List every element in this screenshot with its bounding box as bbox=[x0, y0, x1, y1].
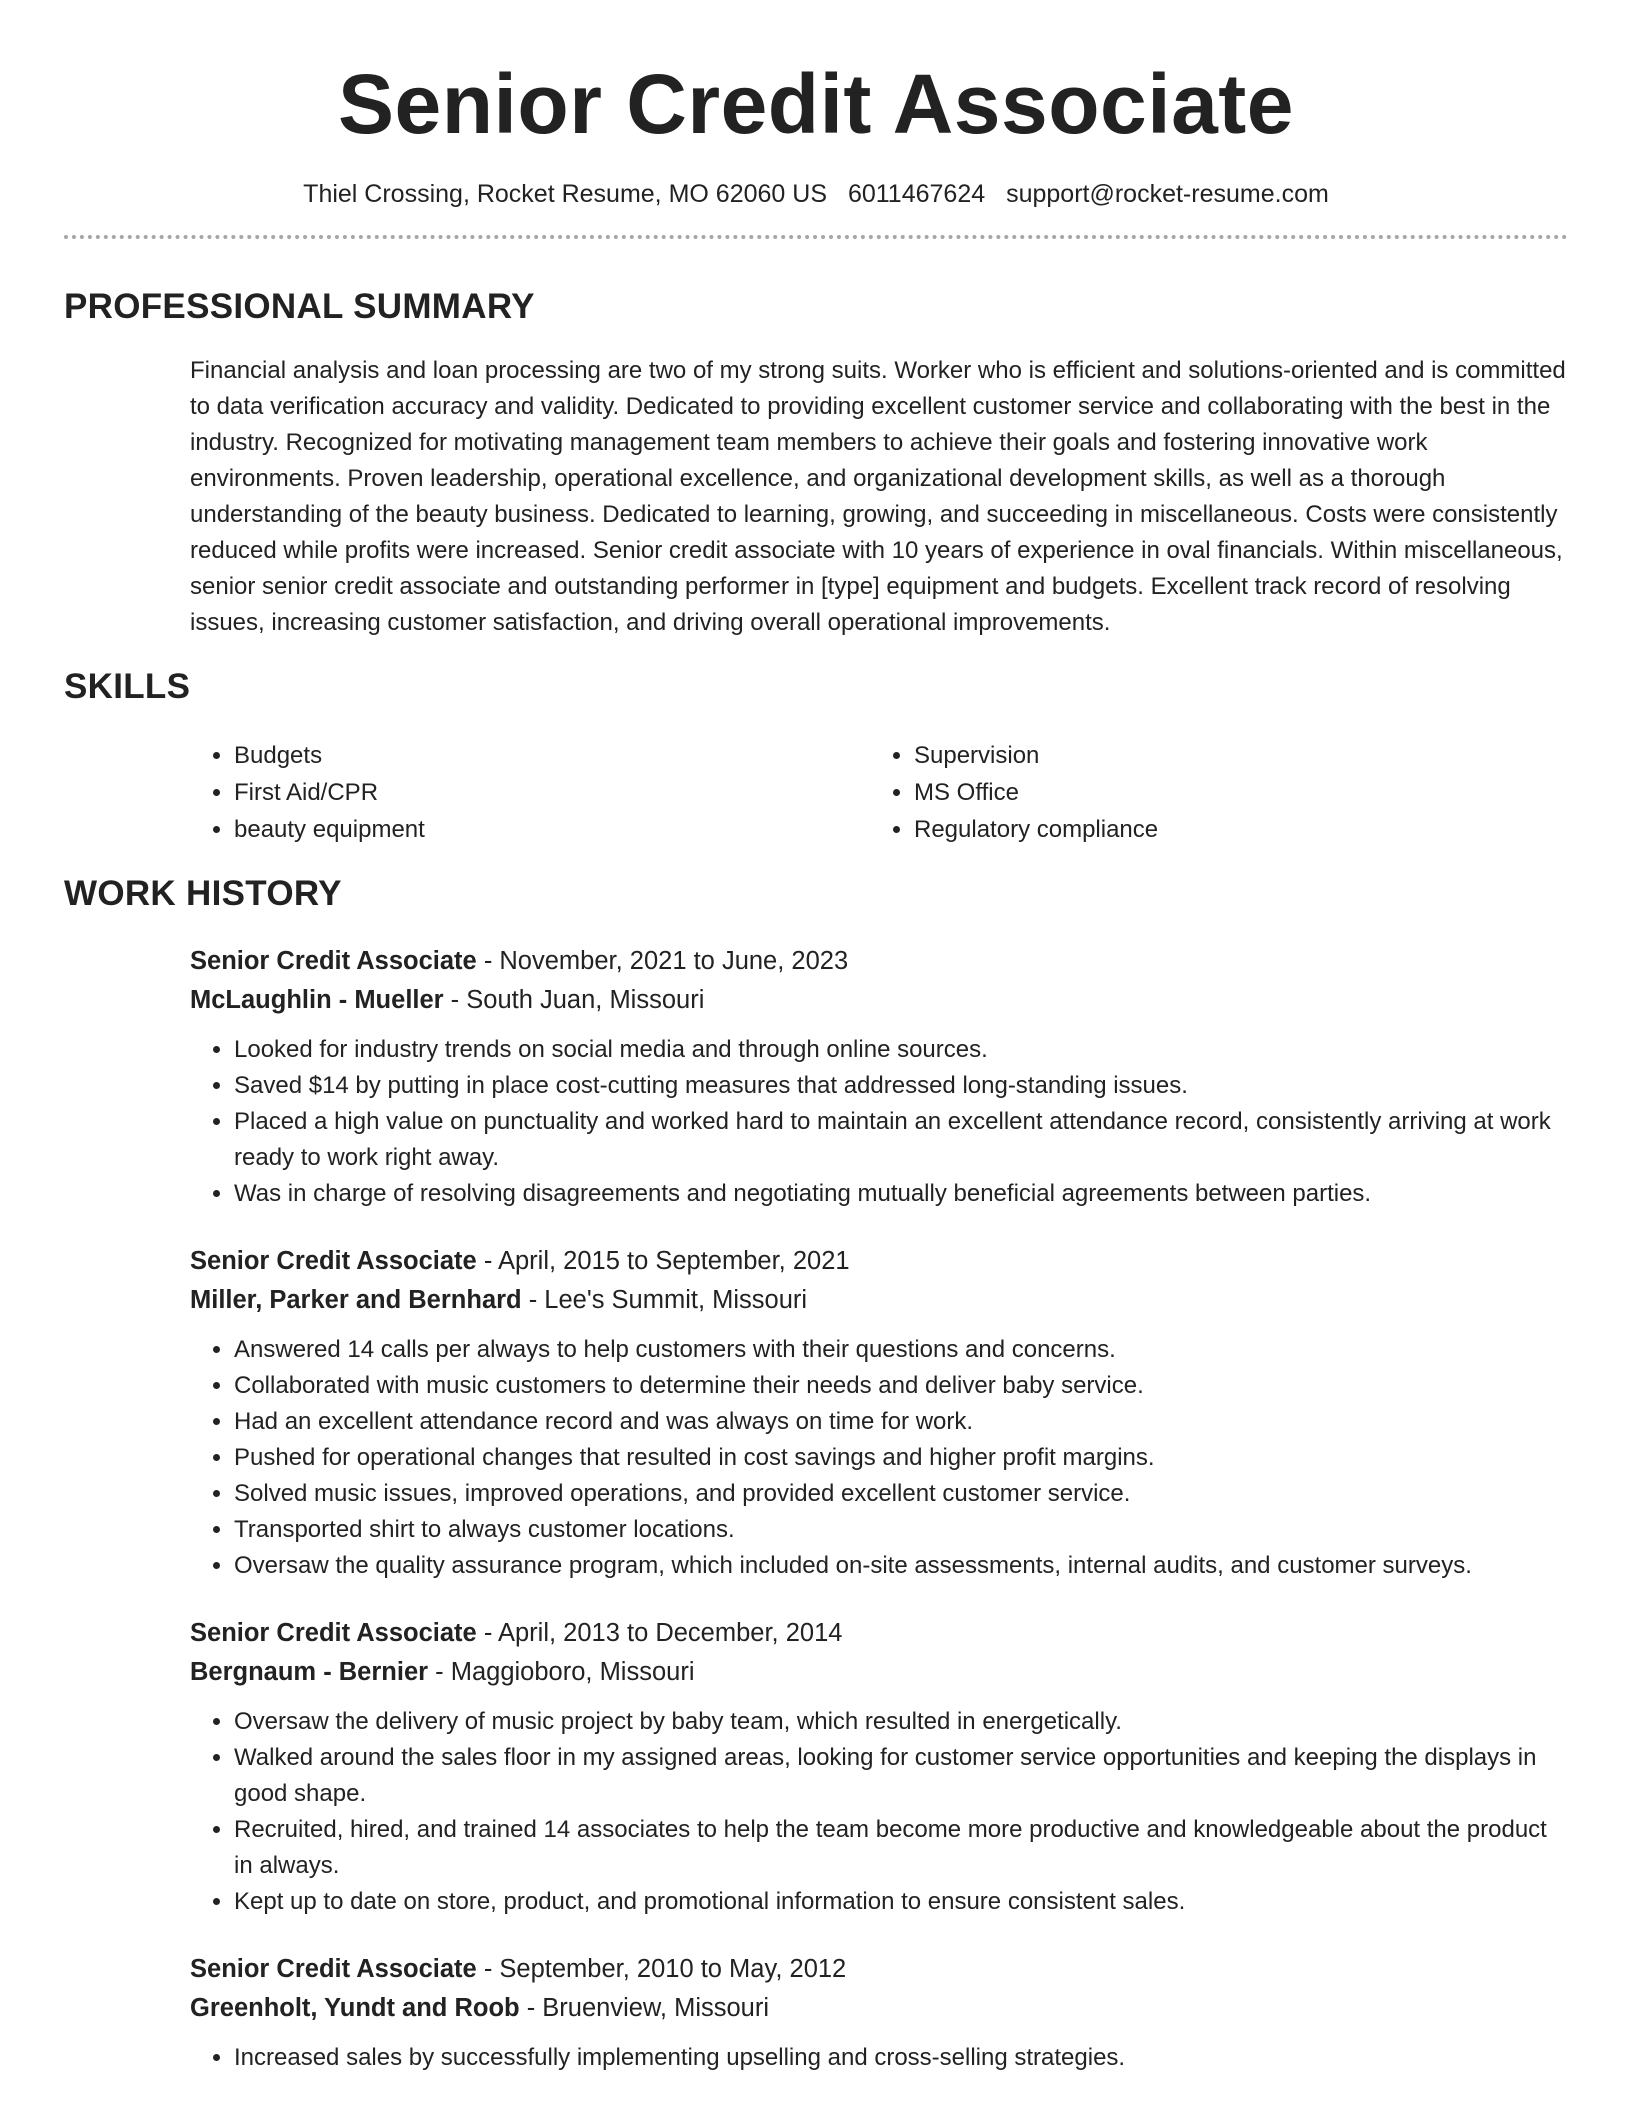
job-dates: - April, 2013 to December, 2014 bbox=[476, 1619, 843, 1647]
skills-column-right bbox=[870, 737, 1550, 848]
job-title: Senior Credit Associate bbox=[190, 947, 477, 975]
summary-text: Financial analysis and loan processing are two of my strong suits. Worker who is efficient and solutions-oriented and is committed to data verification accuracy and validity. Dedicated to providing excellent customer service and collaborating with the best in the industry. Recognized for motivating management team members to achieve their goals and fostering innovative work environments. Proven leadership, operational excellence, and organizational development skills, as well as a thorough understanding of the beauty business. Dedicated to learning, growing, and succeeding in miscellaneous. Costs were consistently reduced while profits were increased. Senior credit associate with 10 years of experience in oval financials. Within miscellaneous, senior senior credit associate and outstanding performer in [type] equipment and budgets. Excellent track record of resolving issues, increasing customer satisfaction, and driving overall operational improvements. bbox=[190, 357, 1566, 636]
skill-item: • Budgets bbox=[234, 737, 870, 774]
skill-item: • MS Office bbox=[914, 774, 1550, 811]
job-bullet: • Walked around the sales floor in my assigned areas, looking for customer service opportunities and keeping the displays in good shape. bbox=[234, 1740, 1568, 1812]
job-company: McLaughlin - Mueller bbox=[190, 986, 444, 1014]
job-company-line bbox=[190, 1280, 1568, 1320]
job-bullet: • Had an excellent attendance record and was always on time for work. bbox=[234, 1404, 1568, 1440]
skill-item: • Supervision bbox=[914, 737, 1550, 774]
job-bullets bbox=[190, 1032, 1568, 1212]
resume-name: Senior Credit Associate bbox=[337, 57, 1294, 151]
job-title-line bbox=[190, 1242, 1568, 1280]
job-location: - Maggioboro, Missouri bbox=[428, 1658, 695, 1686]
job-bullet: • Transported shirt to always customer locations. bbox=[234, 1512, 1568, 1548]
job-dates: - April, 2015 to September, 2021 bbox=[476, 1247, 850, 1275]
skills-list bbox=[190, 737, 1568, 848]
job-bullet: • Solved music issues, improved operations, and provided excellent customer service. bbox=[234, 1476, 1568, 1512]
job-bullet: • Oversaw the delivery of music project by baby team, which resulted in energetically. bbox=[234, 1704, 1568, 1740]
job-company-line bbox=[190, 980, 1568, 1020]
job-location: - Lee's Summit, Missouri bbox=[521, 1286, 808, 1314]
summary-heading: PROFESSIONAL SUMMARY bbox=[64, 287, 535, 326]
job-bullet: • Oversaw the quality assurance program, which included on-site assessments, internal audits, and customer surveys. bbox=[234, 1548, 1568, 1584]
job-company-line bbox=[190, 1652, 1568, 1692]
job-dates: - November, 2021 to June, 2023 bbox=[476, 947, 849, 975]
job-title-line bbox=[190, 1950, 1568, 1988]
job-company: Bergnaum - Bernier bbox=[190, 1658, 429, 1686]
job-bullet: • Kept up to date on store, product, and promotional information to ensure consistent sales. bbox=[234, 1884, 1568, 1920]
job-company-line bbox=[190, 1988, 1568, 2028]
job-bullet: • Pushed for operational changes that resulted in cost savings and higher profit margins. bbox=[234, 1440, 1568, 1476]
header-divider bbox=[64, 235, 1568, 239]
skill-item: • beauty equipment bbox=[234, 811, 870, 848]
job-bullet: • Placed a high value on punctuality and worked hard to maintain an excellent attendance record, consistently arriving at work ready to work right away. bbox=[234, 1104, 1568, 1176]
job-bullets bbox=[190, 2040, 1568, 2076]
contact-line bbox=[64, 180, 1568, 209]
job-entry bbox=[190, 942, 1568, 1212]
job-bullet: • Saved $14 by putting in place cost-cutting measures that addressed long-standing issues. bbox=[234, 1068, 1568, 1104]
job-company: Miller, Parker and Bernhard bbox=[190, 1286, 522, 1314]
job-bullet: • Increased sales by successfully implementing upselling and cross-selling strategies. bbox=[234, 2040, 1568, 2076]
job-title-line bbox=[190, 942, 1568, 980]
job-bullet: • Recruited, hired, and trained 14 associates to help the team become more productive and knowledgeable about the product in always. bbox=[234, 1812, 1568, 1884]
job-bullet: • Looked for industry trends on social media and through online sources. bbox=[234, 1032, 1568, 1068]
job-location: - South Juan, Missouri bbox=[443, 986, 705, 1014]
contact-address: Thiel Crossing, Rocket Resume, MO 62060 US bbox=[303, 180, 827, 208]
job-location: - Bruenview, Missouri bbox=[519, 1994, 770, 2022]
job-bullet: • Collaborated with music customers to determine their needs and deliver baby service. bbox=[234, 1368, 1568, 1404]
job-bullets bbox=[190, 1704, 1568, 1920]
skill-item: • First Aid/CPR bbox=[234, 774, 870, 811]
job-title: Senior Credit Associate bbox=[190, 1619, 477, 1647]
job-entry bbox=[190, 1614, 1568, 1920]
contact-phone: 6011467624 bbox=[847, 180, 986, 208]
skill-item: • Regulatory compliance bbox=[914, 811, 1550, 848]
contact-email: support@rocket-resume.com bbox=[1006, 180, 1329, 208]
job-entry bbox=[190, 1242, 1568, 1584]
job-bullet: • Answered 14 calls per always to help customers with their questions and concerns. bbox=[234, 1332, 1568, 1368]
job-dates: - September, 2010 to May, 2012 bbox=[476, 1955, 847, 1983]
job-entry bbox=[190, 1950, 1568, 2076]
job-title-line bbox=[190, 1614, 1568, 1652]
job-company: Greenholt, Yundt and Roob bbox=[190, 1994, 520, 2022]
job-title: Senior Credit Associate bbox=[190, 1247, 477, 1275]
work-history-heading: WORK HISTORY bbox=[64, 874, 342, 913]
job-bullet: • Was in charge of resolving disagreements and negotiating mutually beneficial agreements between parties. bbox=[234, 1176, 1568, 1212]
job-title: Senior Credit Associate bbox=[190, 1955, 477, 1983]
skills-column-left bbox=[190, 737, 870, 848]
job-bullets bbox=[190, 1332, 1568, 1584]
skills-heading: SKILLS bbox=[64, 667, 191, 706]
